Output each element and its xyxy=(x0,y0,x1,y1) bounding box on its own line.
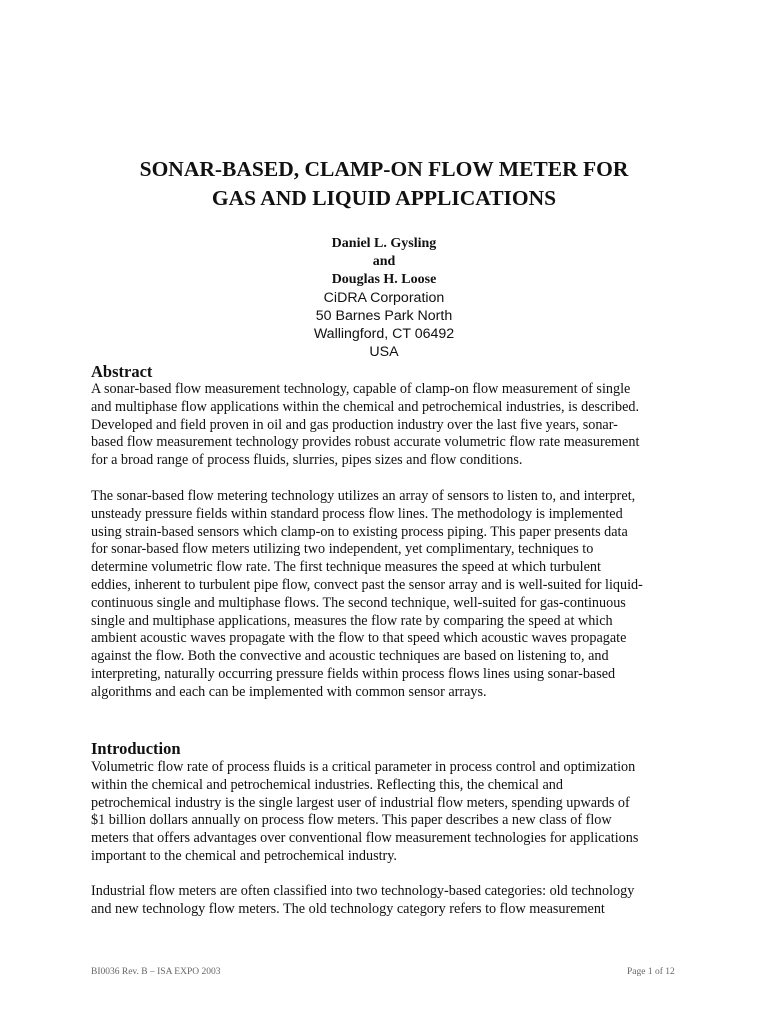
text-line: important to the chemical and petrochemical industry. xyxy=(91,847,397,864)
author-block xyxy=(134,235,634,361)
affiliation-line: Wallingford, CT 06492 xyxy=(313,326,455,342)
introduction-heading: Introduction xyxy=(91,739,181,758)
text-line: based flow measurement technology provides robust accurate volumetric flow rate measurement xyxy=(91,434,640,451)
text-line: petrochemical industry is the single largest user of industrial flow meters, spending upwards of xyxy=(91,794,630,811)
text-line: A sonar-based flow measurement technology, capable of clamp-on flow measurement of single xyxy=(91,381,631,397)
text-line: using strain-based sensors which clamp-on to existing process piping. This paper presents data xyxy=(91,523,628,540)
abstract-paragraph xyxy=(91,488,691,702)
text-line: for a broad range of process fluids, slurries, pipes sizes and flow conditions. xyxy=(91,452,523,469)
text-line: ambient acoustic waves propagate with the flow to that speed which acoustic waves propagate xyxy=(91,630,627,647)
title-line: SONAR-BASED, CLAMP-ON FLOW METER FOR xyxy=(139,157,629,181)
affiliation-line: 50 Barnes Park North xyxy=(315,308,453,324)
text-line: within the chemical and petrochemical industries. Reflecting this, the chemical and xyxy=(91,776,563,793)
footer-document-id: BI0036 Rev. B – ISA EXPO 2003 xyxy=(91,967,221,977)
title-line: GAS AND LIQUID APPLICATIONS xyxy=(211,186,557,210)
text-line: The sonar-based flow metering technology utilizes an array of sensors to listen to, and interpret, xyxy=(91,488,636,504)
author-name: Daniel L. Gysling xyxy=(331,236,437,251)
author-name: Douglas H. Loose xyxy=(331,272,437,287)
paper-title xyxy=(60,155,708,213)
author-conjunction: and xyxy=(372,254,396,269)
text-line: and multiphase flow applications within the chemical and petrochemical industries, is described. xyxy=(91,398,640,415)
introduction-paragraph xyxy=(91,883,691,919)
abstract-heading: Abstract xyxy=(91,362,153,381)
affiliation-line: CiDRA Corporation xyxy=(323,290,445,306)
text-line: eddies, inherent to turbulent pipe flow, convect past the sensor array and is well-suited for liquid- xyxy=(91,576,643,593)
text-line: unsteady pressure fields within standard process flow lines. The methodology is implemented xyxy=(91,505,623,522)
text-line: for sonar-based flow meters utilizing two independent, yet complimentary, techniques to xyxy=(91,541,594,558)
text-line: single and multiphase applications, measures the flow rate by comparing the speed at which xyxy=(91,612,613,629)
text-line: and new technology flow meters. The old technology category refers to flow measurement xyxy=(91,900,605,917)
text-line: Industrial flow meters are often classified into two technology-based categories: old technology xyxy=(91,883,635,899)
text-line: Volumetric flow rate of process fluids is a critical parameter in process control and optimization xyxy=(91,759,636,775)
text-line: algorithms and each can be implemented with common sensor arrays. xyxy=(91,683,487,700)
text-line: Developed and field proven in oil and gas production industry over the last five years, sonar- xyxy=(91,416,618,433)
introduction-paragraph xyxy=(91,759,691,866)
abstract-paragraph xyxy=(91,381,691,470)
text-line: against the flow. Both the convective and acoustic techniques are based on listening to, and xyxy=(91,648,609,665)
text-line: continuous single and multiphase flows. The second technique, well-suited for gas-continuous xyxy=(91,594,626,611)
affiliation-line: USA xyxy=(369,344,399,360)
text-line: $1 billion dollars annually on process flow meters. This paper describes a new class of flow xyxy=(91,812,612,829)
text-line: interpreting, naturally occurring pressure fields within process flows lines using sonar-based xyxy=(91,665,616,682)
text-line: determine volumetric flow rate. The first technique measures the speed at which turbulent xyxy=(91,559,601,576)
text-line: meters that offers advantages over conventional flow measurement technologies for applications xyxy=(91,830,639,847)
footer-page-number: Page 1 of 12 xyxy=(627,967,675,977)
